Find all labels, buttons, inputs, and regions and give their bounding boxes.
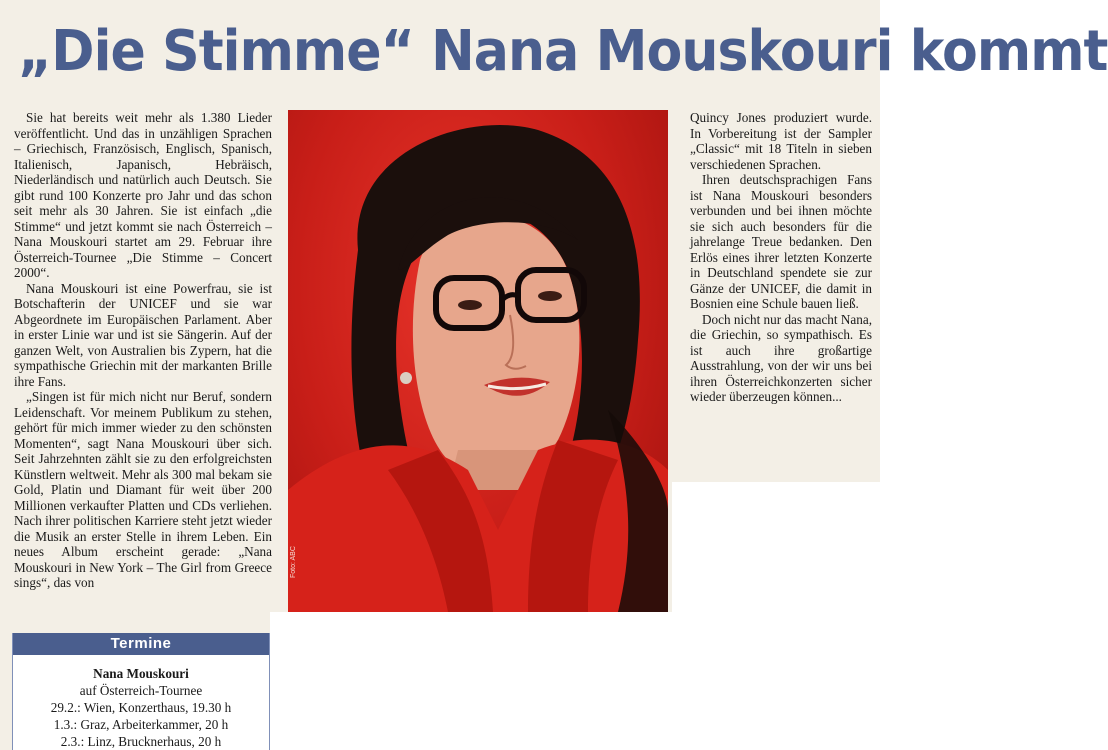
tour-date-linz: 2.3.: Linz, Brucknerhaus, 20 h	[60, 734, 222, 749]
dates-box-heading: Termine	[13, 633, 269, 655]
paragraph-closing: Doch nicht nur das macht Nana, die Griechin, so sympathisch. Es ist auch ihre großartige Ausstrahlung, von der wir uns bei ihren Österreichkonzerten sicher wieder überzeugen können...	[690, 311, 872, 404]
tour-date-graz: 1.3.: Graz, Arbeiterkammer, 20 h	[53, 717, 229, 732]
portrait-illustration	[288, 110, 668, 612]
paragraph-powerfrau: Nana Mouskouri ist eine Powerfrau, sie ist Botschafterin der UNICEF und sie war Abgeordnete im Europäischen Parlament. Aber in erster Linie war und ist sie Sängerin. Auf der ganzen Welt, von Australien bis Zypern, hat die sympathische Griechin mit der markanten Brille ihre Fans.	[14, 280, 272, 389]
article-right-column	[690, 110, 872, 405]
paragraph-fans: Ihren deutschsprachigen Fans ist Nana Mouskouri besonders verbunden und bei ihnen möchte sie sich auch besonders für die jahrelange Treue bedanken. Den Erlös eines ihrer letzten Konzerte in Deutschland spendete sie zur Gänze der UNICEF, die damit in Bosnien eine Schule bauen ließ.	[690, 172, 872, 311]
paragraph-intro: Sie hat bereits weit mehr als 1.380 Lieder veröffentlicht. Und das in unzähligen Sprachen – Griechisch, Französisch, Englisch, Spanisch, Italienisch, Japanisch, Hebräisch, Niederländisch und natürlich auch Deutsch. Sie gibt rund 100 Konzerte pro Jahr und das schon seit mehr als 30 Jahren. Sie ist einfach „die Stimme“ und jetzt kommt sie nach Österreich – Nana Mouskouri startet am 29. Februar ihre Österreich-Tournee „Die Stimme – Concert 2000“.	[14, 110, 272, 280]
photo-credit: Foto: ABC	[290, 546, 297, 578]
paragraph-continued: Quincy Jones produziert wurde. In Vorbereitung ist der Sampler „Classic“ mit 18 Titeln in sieben verschiedenen Sprachen.	[690, 110, 872, 172]
dates-box-body	[13, 655, 269, 750]
blank-area-bottom	[270, 612, 880, 750]
tour-subtitle: auf Österreich-Tournee	[79, 683, 203, 698]
article-headline: „Die Stimme“ Nana Mouskouri kommt	[18, 19, 1108, 84]
portrait-photo	[288, 110, 668, 612]
tour-date-vienna: 29.2.: Wien, Konzerthaus, 19.30 h	[50, 700, 232, 715]
blank-area-right	[672, 482, 880, 617]
artist-name: Nana Mouskouri	[93, 666, 189, 681]
paragraph-quote: „Singen ist für mich nicht nur Beruf, sondern Leidenschaft. Vor meinem Publikum zu stehen, gehört für mich immer wieder zu den schönsten Momenten“, sagt Nana Mouskouri über sich. Seit Jahrzehnten zählt sie zu den erfolgreichsten Künstlern weltweit. Mehr als 300 mal bekam sie Gold, Platin und Diamant für weit über 200 Millionen verkaufter Platten und CDs verliehen. Nach ihrer politischen Karriere steht jetzt wieder die Musik an erster Stelle in ihrem Leben. Ein neues Album erscheint gerade: „Nana Mouskouri in New York – The Girl from Greece sings“, das von	[14, 389, 272, 590]
dates-box	[12, 633, 270, 750]
article-left-column	[14, 110, 272, 591]
